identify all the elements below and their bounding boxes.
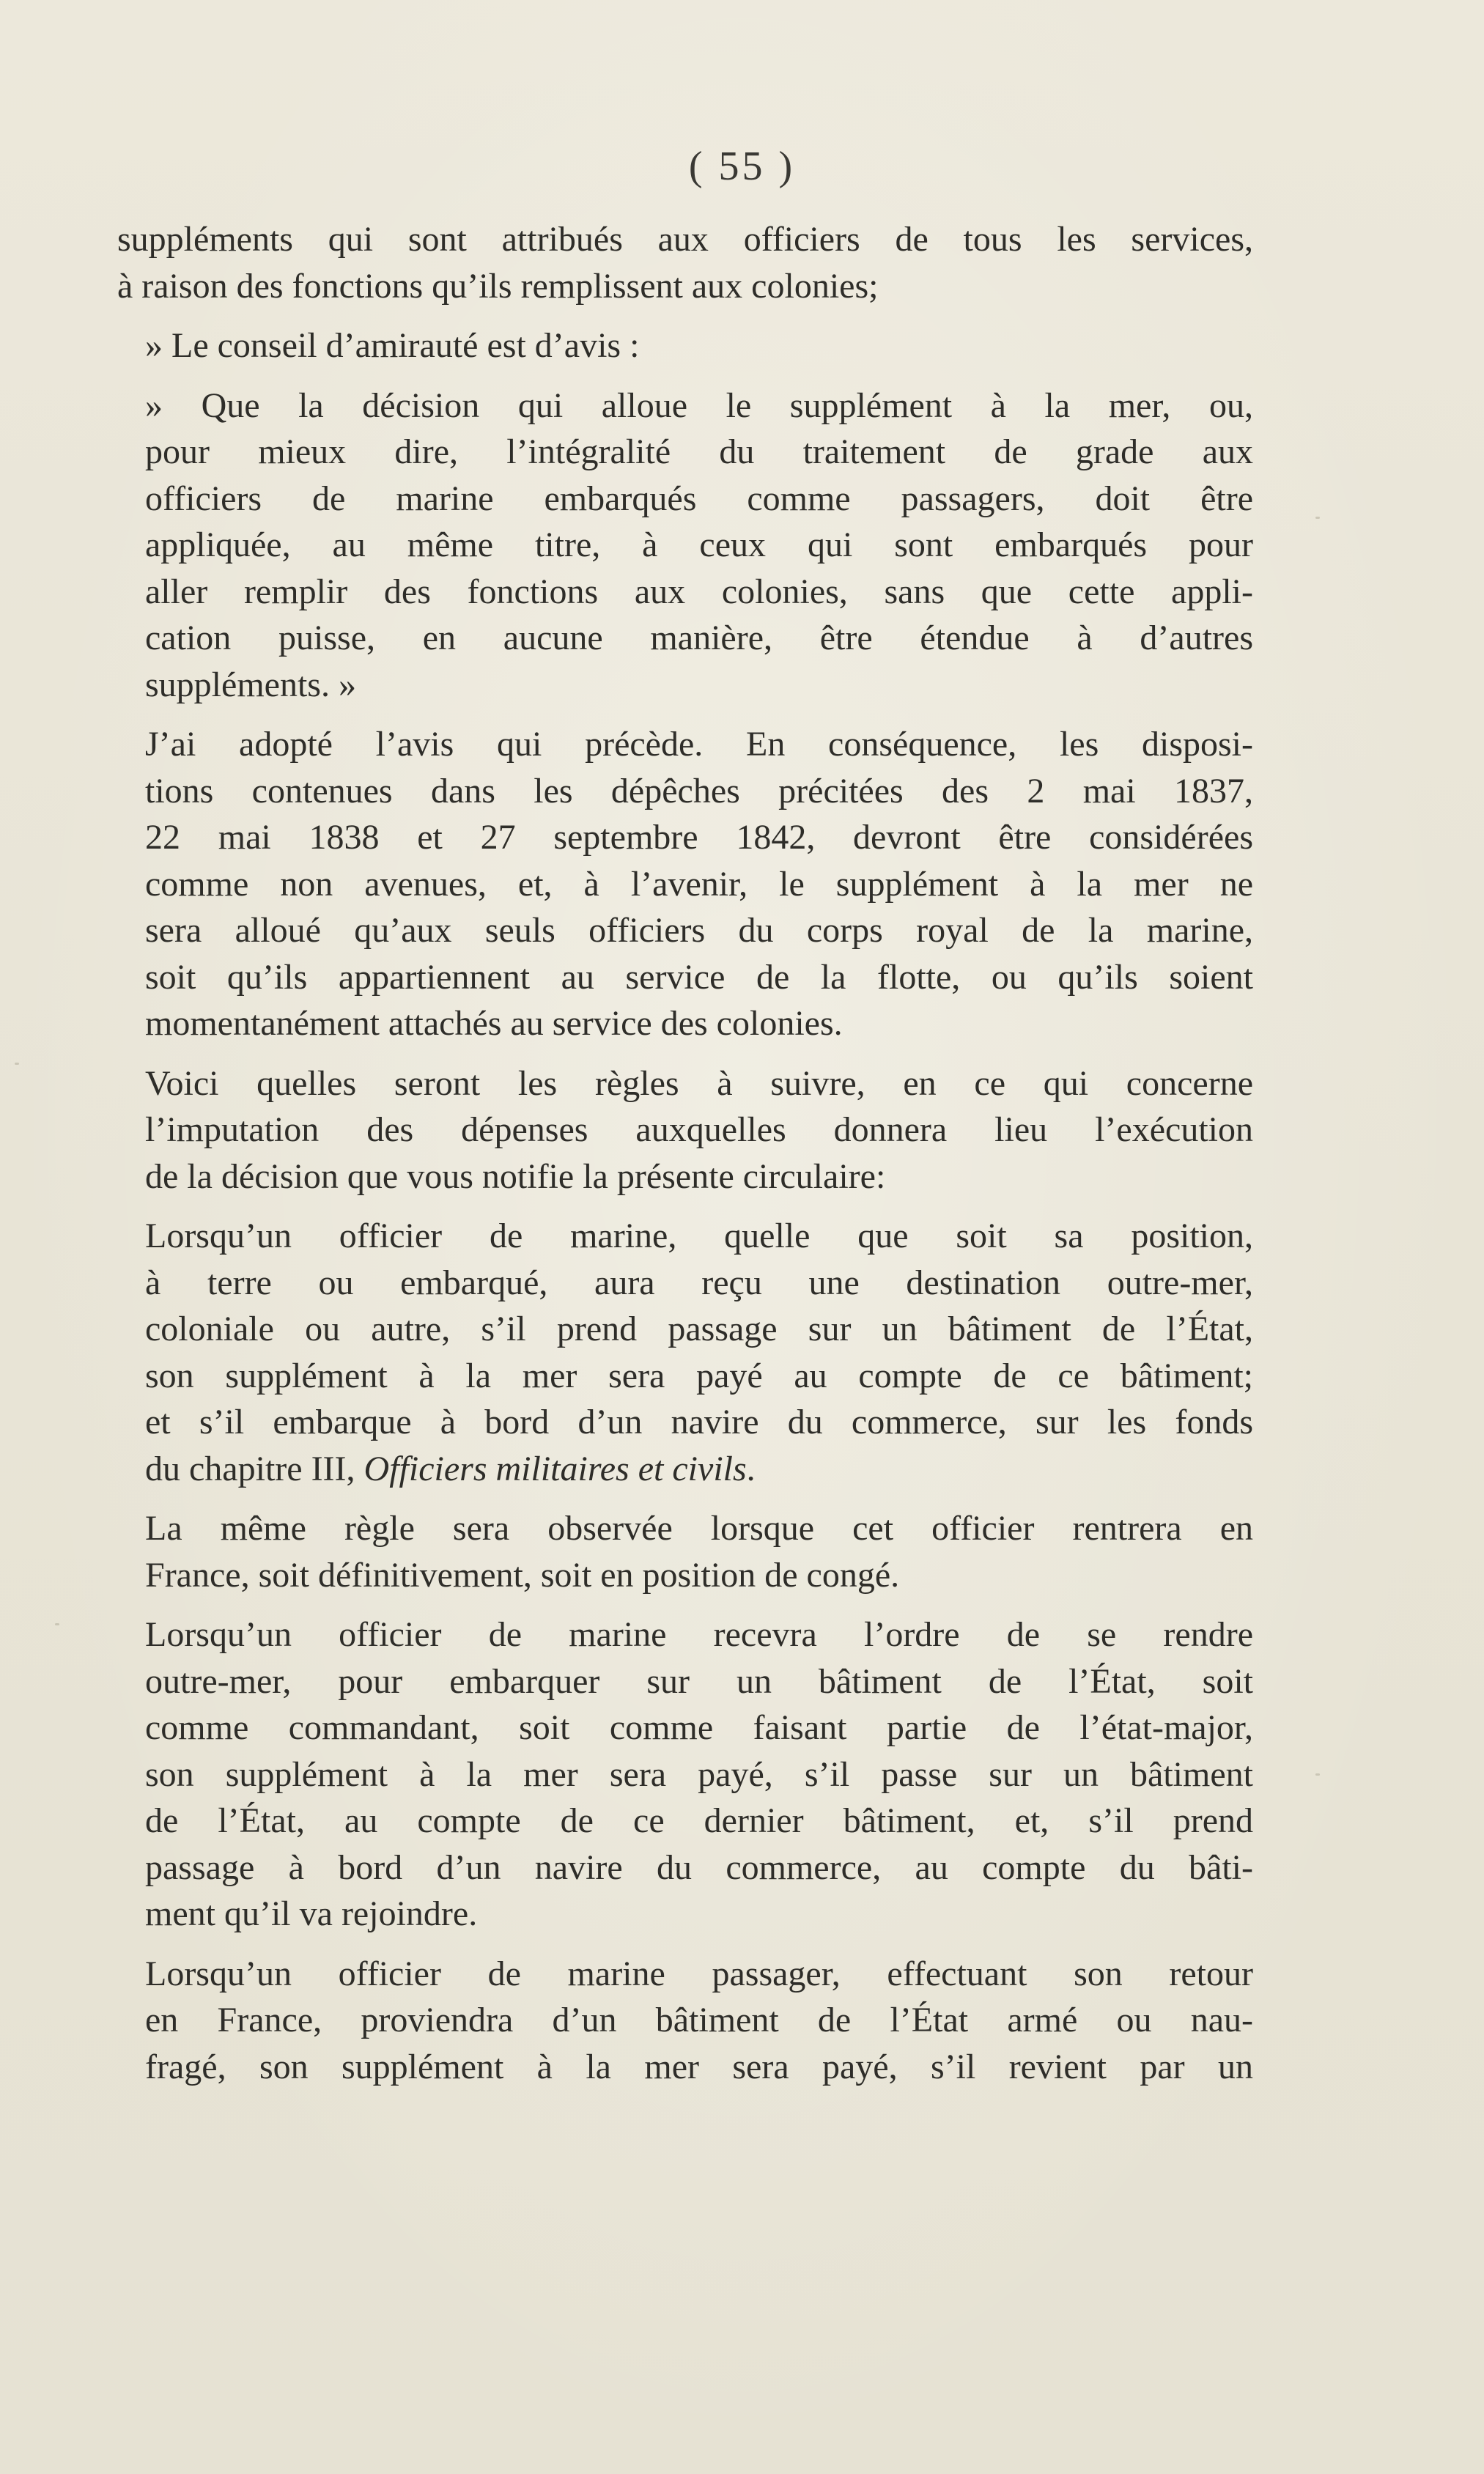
- paper-speck: [1315, 1773, 1320, 1776]
- text-line: soit qu’ils appartiennent au service de la flotte, ou qu’ils soient: [145, 957, 1253, 997]
- text-line: aller remplir des fonctions aux colonies, sans que cette appli-: [145, 572, 1253, 611]
- paragraph-7: [117, 1505, 1253, 1598]
- text-line: suppléments qui sont attribués aux officiers de tous les services,: [117, 220, 1253, 259]
- paper-speck: [1315, 517, 1320, 519]
- text-line: de l’État, au compte de ce dernier bâtiment, et, s’il prend: [145, 1801, 1253, 1840]
- paragraph-8: [117, 1611, 1253, 1938]
- paragraph-2: [117, 322, 1253, 369]
- text-line: appliquée, au même titre, à ceux qui sont embarqués pour: [145, 525, 1253, 564]
- text-line: en France, proviendra d’un bâtiment de l’État armé ou nau-: [145, 2001, 1253, 2039]
- text-line: » Que la décision qui alloue le supplément à la mer, ou,: [145, 385, 1253, 425]
- text-line: J’ai adopté l’avis qui précède. En conséquence, les disposi-: [145, 725, 1253, 764]
- text-line: France, soit définitivement, soit en position de congé.: [145, 1555, 900, 1595]
- text-line: 22 mai 1838 et 27 septembre 1842, devront être considérées: [145, 818, 1253, 857]
- sentence-end: .: [746, 1449, 756, 1488]
- text-line: suppléments. »: [145, 665, 356, 704]
- text-line: » Le conseil d’amirauté est d’avis :: [145, 326, 640, 365]
- paragraph-3: [117, 383, 1253, 709]
- text-line: Lorsqu’un officier de marine recevra l’ordre de se rendre: [145, 1615, 1253, 1654]
- text-line: l’imputation des dépenses auxquelles donnera lieu l’exécution: [145, 1110, 1253, 1149]
- page-number: ( 55 ): [688, 144, 796, 189]
- paragraph-5: [117, 1060, 1253, 1200]
- text-line: outre-mer, pour embarquer sur un bâtiment de l’État, soit: [145, 1661, 1253, 1701]
- text-line: Lorsqu’un officier de marine passager, effectuant son retour: [145, 1954, 1253, 1993]
- text-line: La même règle sera observée lorsque cet officier rentrera en: [145, 1509, 1253, 1548]
- paragraph-4: [117, 721, 1253, 1047]
- body-text: [117, 216, 1253, 2090]
- paper-speck: [55, 1623, 59, 1625]
- text-line: son supplément à la mer sera payé au compte de ce bâtiment;: [145, 1356, 1253, 1395]
- text-line: et s’il embarque à bord d’un navire du commerce, sur les fonds: [145, 1403, 1253, 1441]
- text-line: pour mieux dire, l’intégralité du traitement de grade aux: [145, 432, 1253, 471]
- text-line: cation puisse, en aucune manière, être étendue à d’autres: [145, 618, 1253, 657]
- text-line: momentanément attachés au service des colonies.: [145, 1004, 843, 1043]
- text-line: Voici quelles seront les règles à suivre, en ce qui concerne: [145, 1063, 1253, 1103]
- text-line: comme non avenues, et, à l’avenir, le supplément à la mer ne: [145, 864, 1253, 904]
- text-line: comme commandant, soit comme faisant partie de l’état-major,: [145, 1708, 1253, 1747]
- text-line-final: [117, 1446, 1253, 1493]
- paper-speck: [15, 1063, 19, 1065]
- text-line: passage à bord d’un navire du commerce, au compte du bâti-: [145, 1847, 1253, 1887]
- chapter-title-italic: Officiers militaires et civils: [363, 1449, 747, 1488]
- text-line: coloniale ou autre, s’il prend passage sur un bâtiment de l’État,: [145, 1310, 1253, 1348]
- text-line: fragé, son supplément à la mer sera payé, s’il revient par un: [145, 2047, 1253, 2086]
- text-line: ment qu’il va rejoindre.: [145, 1894, 478, 1933]
- text-line: tions contenues dans les dépêches précitées des 2 mai 1837,: [145, 771, 1253, 810]
- text-line: à terre ou embarqué, aura reçu une destination outre-mer,: [145, 1263, 1253, 1302]
- text-line: son supplément à la mer sera payé, s’il passe sur un bâtiment: [145, 1754, 1253, 1794]
- chapter-reference: du chapitre III,: [145, 1449, 364, 1488]
- paragraph-1: [117, 216, 1253, 309]
- text-line: de la décision que vous notifie la présente circulaire:: [145, 1156, 886, 1196]
- text-line: Lorsqu’un officier de marine, quelle que soit sa position,: [145, 1216, 1253, 1255]
- paragraph-6: [117, 1213, 1253, 1492]
- text-line: à raison des fonctions qu’ils remplissent aux colonies;: [117, 266, 879, 306]
- text-line: officiers de marine embarqués comme passagers, doit être: [145, 479, 1253, 518]
- text-line: sera alloué qu’aux seuls officiers du corps royal de la marine,: [145, 911, 1253, 950]
- paragraph-9: [117, 1951, 1253, 2091]
